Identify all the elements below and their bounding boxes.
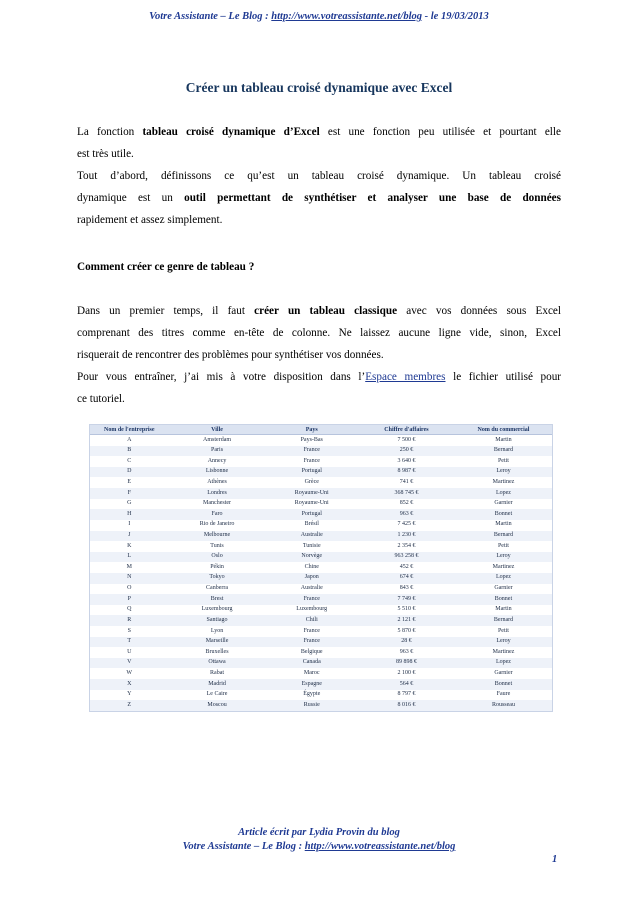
table-cell: Norvège — [266, 552, 358, 563]
table-cell: 8 987 € — [358, 467, 455, 478]
table-cell: 1 230 € — [358, 531, 455, 542]
table-cell: Rousseau — [455, 700, 552, 711]
table-cell: 564 € — [358, 679, 455, 690]
table-cell: Tunisie — [302, 542, 321, 549]
table-cell: X — [90, 679, 169, 690]
table-cell: 7 425 € — [397, 521, 416, 528]
column-header: Pays — [266, 425, 358, 435]
table-cell: France — [303, 457, 320, 464]
table-cell: Martin — [495, 521, 512, 528]
table-cell: K — [127, 542, 132, 549]
table-cell: R — [90, 615, 169, 626]
table-cell: Tokyo — [169, 573, 266, 584]
table-cell: Chili — [266, 615, 358, 626]
table-row — [90, 637, 552, 648]
header-date: - le 19/03/2013 — [422, 11, 489, 22]
table-cell: Londres — [169, 488, 266, 499]
text-line: Tout d’abord, définissons ce qu’est un tableau croisé dynamique. Un tableau croisé — [77, 170, 561, 182]
table-cell: J — [90, 531, 169, 542]
table-cell: Rabat — [210, 669, 225, 676]
footer-author: Article écrit par Lydia Provin du blog — [238, 827, 400, 838]
table-cell: Canberra — [206, 585, 229, 592]
table-cell: Portugal — [266, 509, 358, 520]
bold-span: outil permettant de synthétiser et analyser une base de données — [184, 192, 561, 204]
table-cell: Q — [127, 606, 132, 613]
table-row — [90, 531, 552, 542]
table-cell: Manchester — [203, 500, 232, 507]
text-span: Dans un premier temps, il faut — [77, 305, 255, 317]
table-row — [90, 658, 552, 669]
table-cell: Petit — [497, 457, 509, 464]
table-cell: 7 749 € — [358, 594, 455, 605]
bold-span: créer un tableau classique — [254, 305, 398, 317]
table-cell: Bernard — [455, 446, 552, 457]
table-cell: 5 510 € — [397, 606, 416, 613]
table-cell: Royaume-Uni — [294, 500, 329, 507]
table-row — [90, 562, 552, 573]
table-cell: I — [128, 521, 131, 528]
column-header: Nom de l'entreprise — [90, 425, 169, 435]
espace-membres-link[interactable]: Espace membres — [365, 371, 446, 383]
table-row — [90, 584, 552, 595]
table-cell: France — [303, 627, 320, 634]
page-number: 1 — [552, 854, 558, 865]
column-header: Chiffre d'affaires — [358, 425, 455, 435]
table-cell: Lopez — [455, 488, 552, 499]
footer-blog — [0, 840, 638, 854]
table-cell: Leroy — [455, 637, 552, 648]
table-cell: Garnier — [494, 669, 513, 676]
table-cell: U — [127, 648, 132, 655]
table-cell: 2 354 € — [397, 542, 416, 549]
text-span: La fonction — [77, 126, 143, 138]
table-cell: 28 € — [358, 637, 455, 648]
table-cell: Madrid — [169, 679, 266, 690]
table-cell: Bernard — [455, 615, 552, 626]
table-row — [90, 477, 552, 488]
table-row — [90, 499, 552, 510]
table-cell: Brest — [169, 594, 266, 605]
page-title: Créer un tableau croisé dynamique avec Excel — [185, 80, 453, 95]
paragraph-definition — [77, 165, 561, 231]
text-span: dynamique est un — [77, 192, 185, 204]
header-blog-link[interactable]: http://www.votreassistante.net/blog — [271, 11, 423, 22]
table-cell: Bonnet — [455, 509, 552, 520]
table-cell: 368 745 € — [358, 488, 455, 499]
column-header: Ville — [169, 425, 266, 435]
table-cell: Brésil — [304, 521, 319, 528]
table-cell: Ottawa — [169, 658, 266, 669]
table-cell: 852 € — [399, 500, 414, 507]
table-cell: Australie — [266, 531, 358, 542]
table-row — [90, 647, 552, 658]
table-cell: 452 € — [399, 563, 414, 570]
table-cell: 843 € — [399, 585, 414, 592]
table-cell: N — [90, 573, 169, 584]
table-cell: Petit — [497, 542, 509, 549]
table-row — [90, 520, 552, 531]
text-line: ce tutoriel. — [77, 393, 125, 405]
table-cell: Leroy — [455, 552, 552, 563]
table-cell: Y — [127, 691, 132, 698]
table-row — [90, 552, 552, 563]
table-cell: Martin — [495, 606, 512, 613]
text-span: Pour vous entraîner, j’ai mis à votre disposition dans l’ — [77, 371, 366, 383]
paragraph-intro — [77, 121, 561, 165]
table-cell: Lopez — [455, 658, 552, 669]
table-cell: Garnier — [494, 500, 513, 507]
table-cell: Royaume-Uni — [266, 488, 358, 499]
table-cell: Le Caire — [206, 691, 228, 698]
table-cell: 963 € — [399, 648, 414, 655]
table-cell: Bonnet — [455, 594, 552, 605]
text-line: risquerait de rencontrer des problèmes pour synthétiser vos données. — [77, 349, 384, 361]
table-cell: Belgique — [300, 648, 323, 655]
text-span: est une fonction peu utilisée et pourtant elle — [319, 126, 561, 138]
table-cell: Santiago — [169, 615, 266, 626]
table-cell: Pékin — [210, 563, 224, 570]
table-cell: Tunis — [210, 542, 224, 549]
table-row — [90, 690, 552, 701]
table-row — [90, 626, 552, 637]
table-row — [90, 605, 552, 616]
paragraph-steps — [77, 300, 561, 366]
bold-span: tableau croisé dynamique d’Excel — [142, 126, 320, 138]
table-row — [90, 668, 552, 679]
table-cell: France — [266, 594, 358, 605]
table-row — [90, 541, 552, 552]
table-cell: T — [90, 637, 169, 648]
table-cell: Portugal — [266, 467, 358, 478]
table-row — [90, 446, 552, 457]
section-heading — [77, 256, 561, 278]
table-cell: 8 797 € — [397, 691, 416, 698]
table-cell: Martin — [495, 436, 512, 443]
table-row — [90, 467, 552, 478]
table-cell: 250 € — [358, 446, 455, 457]
table-cell: Canada — [266, 658, 358, 669]
table-cell: France — [266, 637, 358, 648]
table-cell: 2 121 € — [358, 615, 455, 626]
table-cell: Maroc — [303, 669, 320, 676]
table-row — [90, 594, 552, 605]
table-cell: Martinez — [492, 478, 515, 485]
table-cell: Bonnet — [455, 679, 552, 690]
table-header-row — [90, 425, 552, 435]
table-cell: F — [90, 488, 169, 499]
footer-blog-link[interactable]: http://www.votreassistante.net/blog — [304, 841, 456, 852]
table-cell: Bruxelles — [205, 648, 229, 655]
table-row — [90, 435, 552, 446]
table-cell: Amsterdam — [203, 436, 232, 443]
table-cell: Japon — [266, 573, 358, 584]
table-cell: A — [127, 436, 132, 443]
page-header — [0, 11, 638, 22]
table-cell: Australie — [300, 585, 323, 592]
table-cell: H — [90, 509, 169, 520]
table-cell: Leroy — [455, 467, 552, 478]
table-row — [90, 700, 552, 711]
table-cell: Espagne — [266, 679, 358, 690]
table-cell: Annecy — [207, 457, 227, 464]
footer-prefix: Votre Assistante – Le Blog : — [182, 841, 305, 852]
table-cell: 674 € — [358, 573, 455, 584]
table-cell: S — [127, 627, 131, 634]
table-cell: Pays-Bas — [300, 436, 323, 443]
text-span: avec vos données sous Excel — [397, 305, 561, 317]
table-cell: Chine — [304, 563, 319, 570]
table-cell: Grèce — [304, 478, 319, 485]
table-cell: 963 € — [358, 509, 455, 520]
table-cell: L — [90, 552, 169, 563]
table-cell: Lisbonne — [169, 467, 266, 478]
table-cell: 741 € — [399, 478, 414, 485]
text-line: est très utile. — [77, 148, 134, 160]
table-cell: Bernard — [455, 531, 552, 542]
table-cell: Lopez — [455, 573, 552, 584]
table-cell: Luxembourg — [296, 606, 328, 613]
table-cell: Z — [90, 700, 169, 711]
table-cell: G — [127, 500, 132, 507]
table-cell: 8 016 € — [358, 700, 455, 711]
table-cell: Paris — [169, 446, 266, 457]
table-row — [90, 615, 552, 626]
table-row — [90, 488, 552, 499]
table-cell: Martinez — [492, 563, 515, 570]
table-cell: Faro — [169, 509, 266, 520]
table-cell: E — [127, 478, 132, 485]
heading-text: Comment créer ce genre de tableau ? — [77, 261, 255, 273]
table-cell: Marseille — [169, 637, 266, 648]
table-cell: O — [127, 585, 132, 592]
table-cell: 5 870 € — [397, 627, 416, 634]
table-cell: Russie — [266, 700, 358, 711]
table-cell: 963 258 € — [358, 552, 455, 563]
table-cell: Oslo — [169, 552, 266, 563]
table-cell: Martinez — [492, 648, 515, 655]
table-cell: Faure — [496, 691, 511, 698]
table-cell: W — [126, 669, 133, 676]
table-cell: Moscou — [169, 700, 266, 711]
table-cell: C — [127, 457, 132, 464]
text-line: rapidement et assez simplement. — [77, 214, 223, 226]
table-cell: P — [90, 594, 169, 605]
table-cell: M — [126, 563, 132, 570]
table-cell: V — [90, 658, 169, 669]
table-cell: Garnier — [494, 585, 513, 592]
data-table — [90, 425, 552, 711]
table-cell: 2 100 € — [397, 669, 416, 676]
table-cell: France — [266, 446, 358, 457]
table-cell: 89 898 € — [358, 658, 455, 669]
text-span: le fichier utilisé pour — [445, 371, 562, 383]
text-line: comprenant des titres comme en-tête de colonne. Ne laissez aucune ligne vide, sinon, Excel — [77, 327, 561, 339]
paragraph-practice — [77, 366, 561, 410]
table-cell: 3 640 € — [397, 457, 416, 464]
table-row — [90, 679, 552, 690]
header-prefix: Votre Assistante – Le Blog : — [149, 11, 272, 22]
data-table-image — [89, 424, 553, 712]
table-cell: Lyon — [210, 627, 224, 634]
column-header: Nom du commercial — [455, 425, 552, 435]
table-cell: B — [90, 446, 169, 457]
table-cell: Luxembourg — [201, 606, 233, 613]
table-cell: Athènes — [207, 478, 227, 485]
table-cell: Petit — [497, 627, 509, 634]
table-cell: 7 500 € — [397, 436, 416, 443]
table-row — [90, 573, 552, 584]
table-cell: D — [90, 467, 169, 478]
table-cell: Melbourne — [169, 531, 266, 542]
page-footer — [0, 826, 638, 854]
table-cell: Égypte — [303, 691, 321, 698]
table-cell: Rio de Janeiro — [199, 521, 235, 528]
table-row — [90, 456, 552, 467]
table-row — [90, 509, 552, 520]
